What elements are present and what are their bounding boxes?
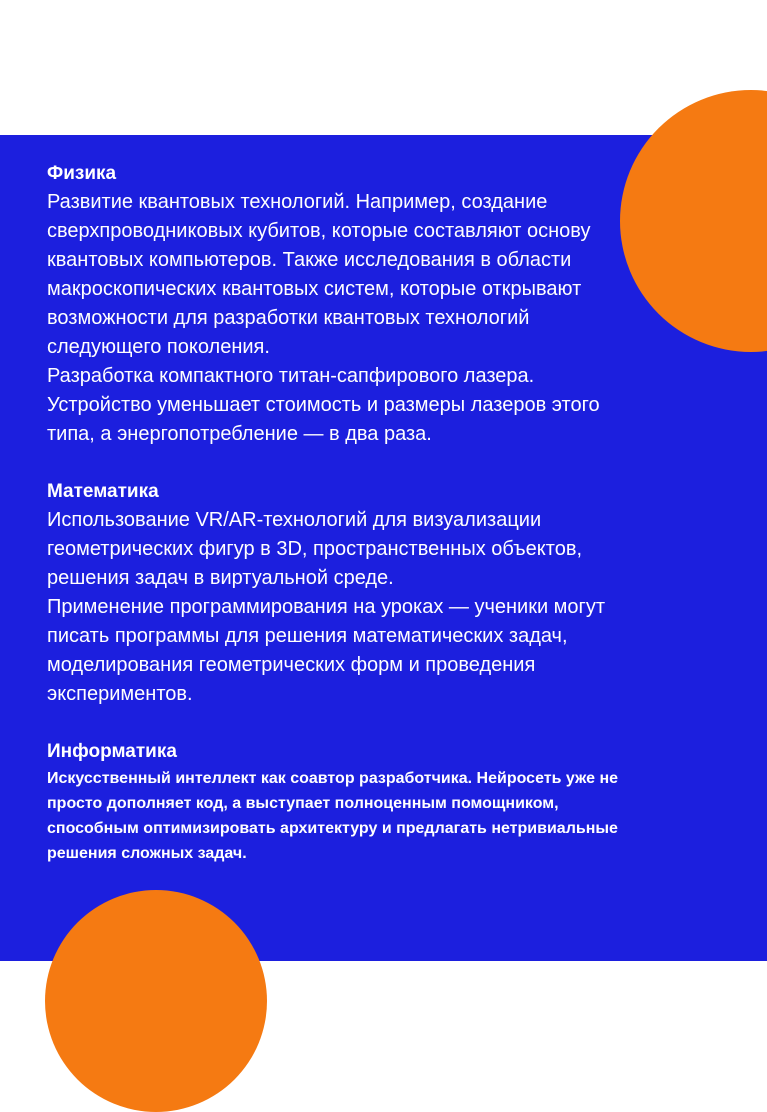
- section-title-informatics: Информатика: [47, 741, 177, 762]
- section-math: [47, 478, 627, 709]
- section-physics: [47, 160, 627, 449]
- orange-circle-bottom-decoration: [45, 890, 267, 1112]
- math-paragraph-programming: Применение программирования на уроках — ученики могут писать программы для решения математических задач, моделирования геометрических форм и проведения экспериментов.: [47, 596, 606, 705]
- physics-paragraph-laser: Разработка компактного титан-сапфирового лазера. Устройство уменьшает стоимость и размеры лазеров этого типа, а энергопотребление — в два раза.: [47, 365, 600, 445]
- slide-content: [47, 160, 627, 866]
- physics-paragraph-quantum: Развитие квантовых технологий. Например, создание сверхпроводниковых кубитов, которые составляют основу квантовых компьютеров. Также исследования в области макроскопических квантовых систем, которые открывают возможности для разработки квантовых технологий следующего поколения.: [47, 191, 591, 358]
- section-informatics: [47, 738, 627, 866]
- section-title-physics: Физика: [47, 163, 117, 184]
- math-paragraph-vr-ar: Использование VR/AR-технологий для визуализации геометрических фигур в 3D, пространственных объектов, решения задач в виртуальной среде.: [47, 509, 583, 589]
- section-title-math: Математика: [47, 481, 159, 502]
- informatics-paragraph-ai: Искусственный интеллект как соавтор разработчика. Нейросеть уже не просто дополняет код, а выступает полноценным помощником, способным оптимизировать архитектуру и предлагать нетривиальные решения сложных задач.: [47, 770, 619, 862]
